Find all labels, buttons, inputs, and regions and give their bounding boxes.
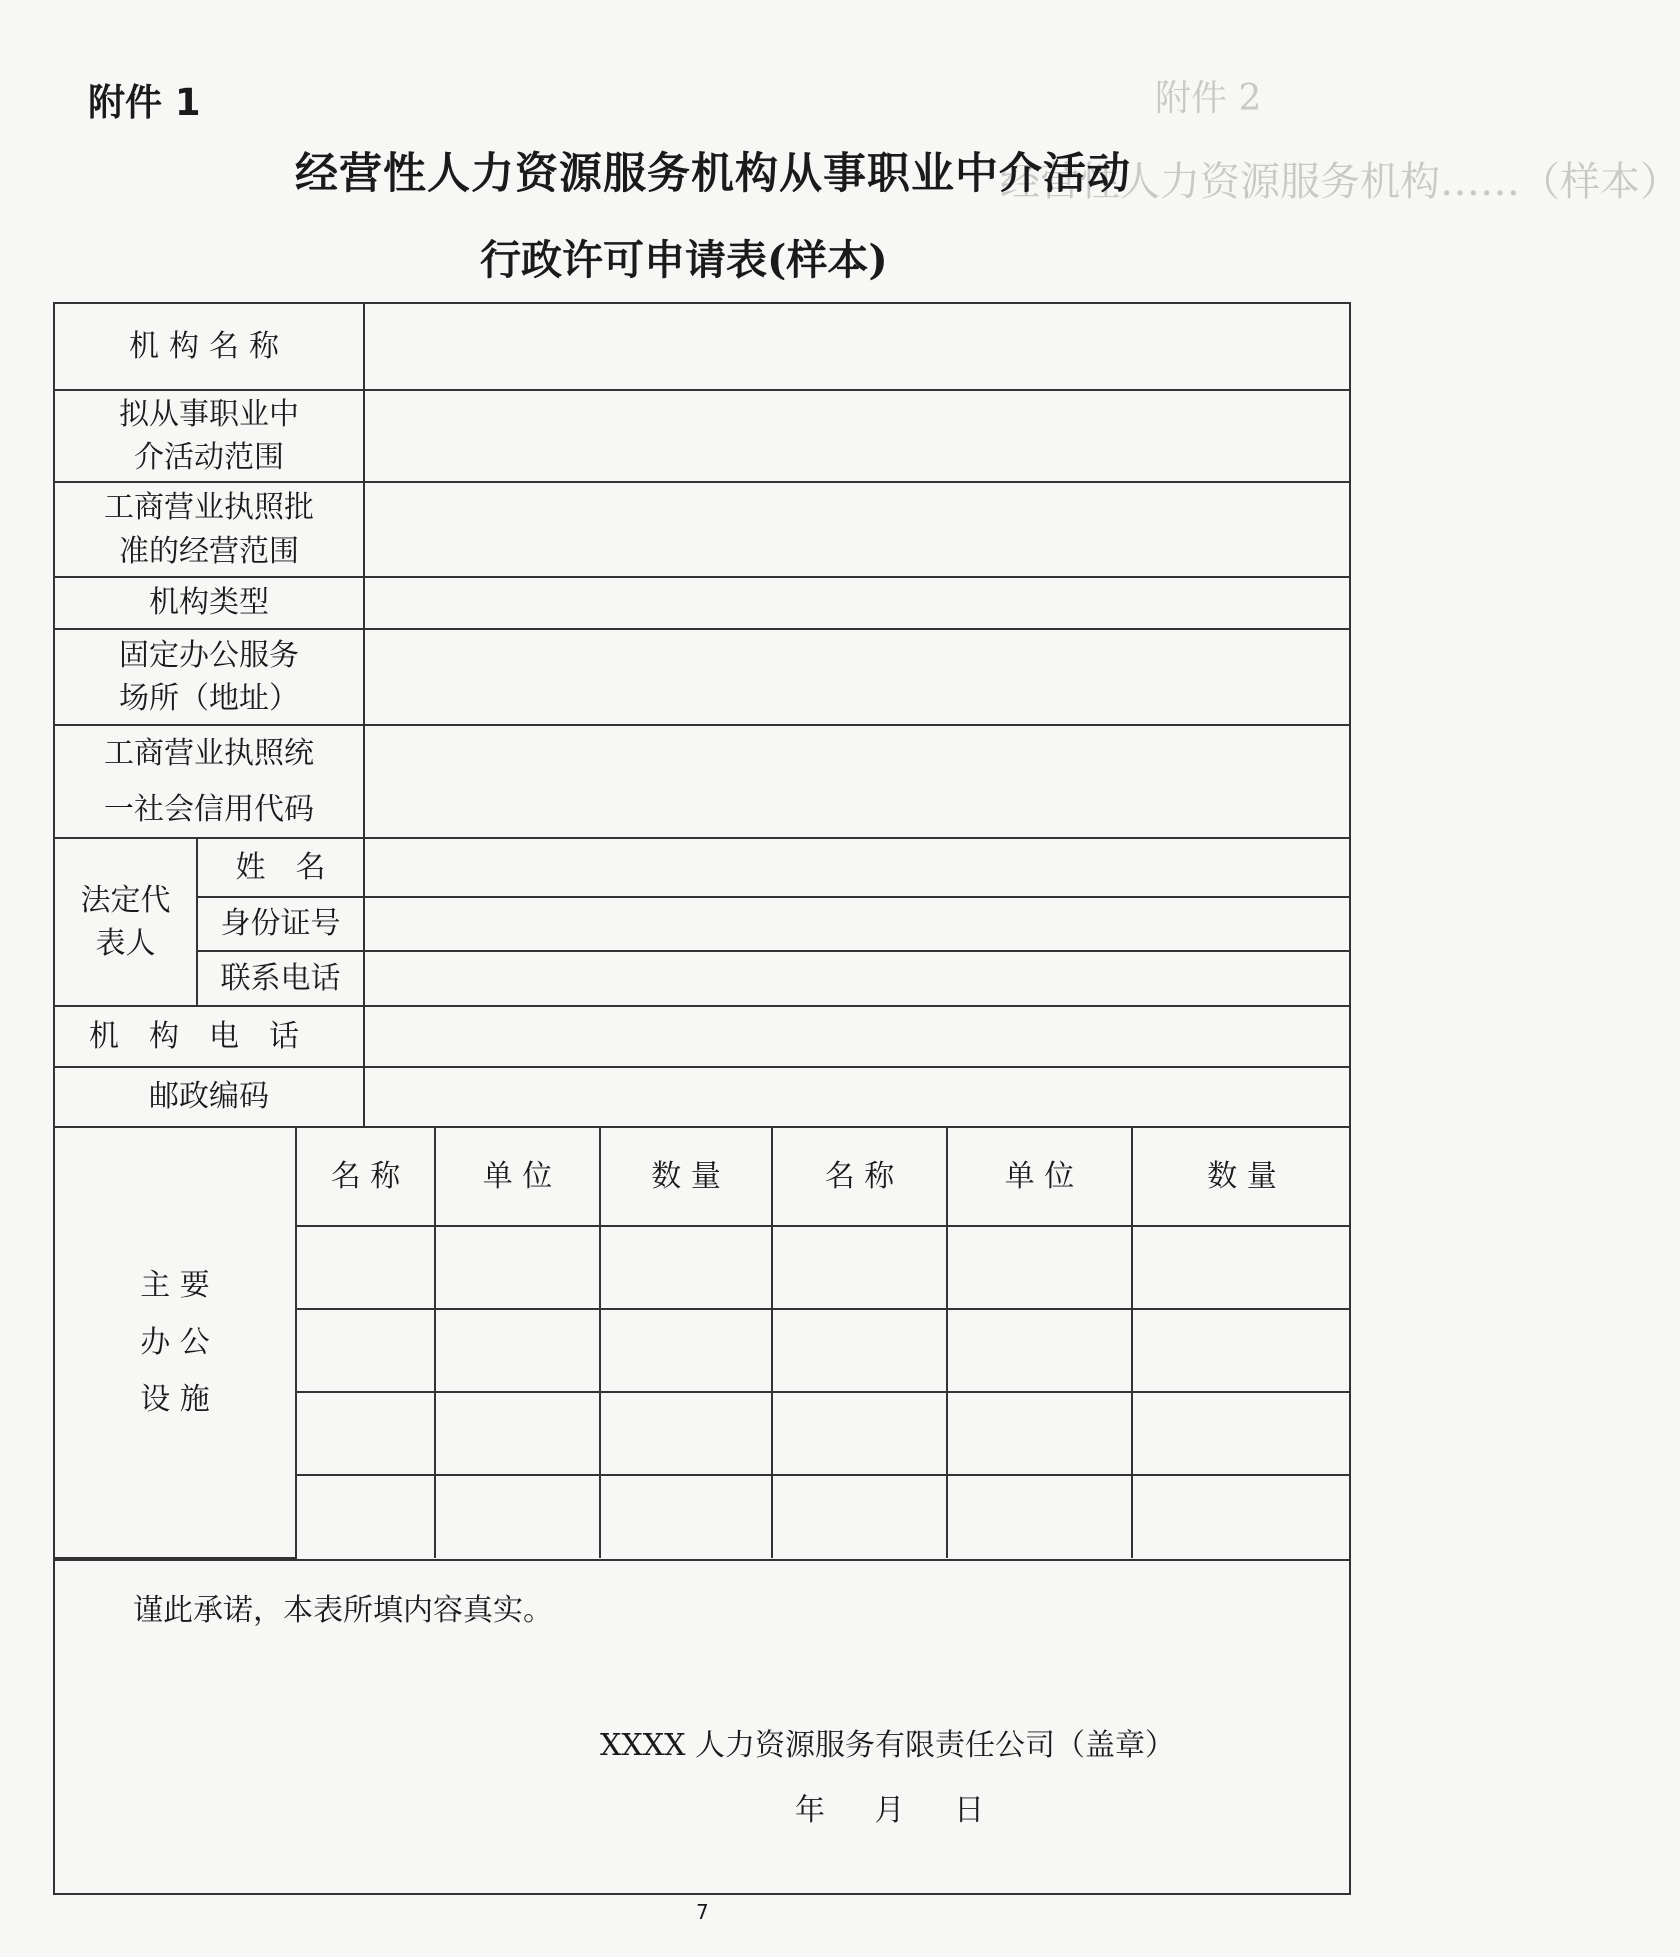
postcode-label: 邮政编码 xyxy=(54,1067,364,1127)
scope-label xyxy=(54,390,364,482)
address-label-line2: 场所（地址） xyxy=(119,681,299,716)
facility-cell[interactable] xyxy=(772,1475,947,1558)
col-header-qty: 数 量 xyxy=(600,1128,772,1226)
credit-code-label xyxy=(54,725,364,838)
date-line: 年 月 日 xyxy=(795,1793,985,1828)
facilities-label-line2: 办 公 xyxy=(140,1325,210,1360)
legal-rep-label-line2: 表人 xyxy=(95,926,156,961)
legal-rep-label xyxy=(54,838,197,1006)
facility-cell[interactable] xyxy=(435,1226,600,1309)
facility-cell[interactable] xyxy=(947,1392,1132,1475)
facility-cell[interactable] xyxy=(296,1309,435,1392)
org-type-field[interactable] xyxy=(364,577,1350,629)
rep-id-label: 身份证号 xyxy=(197,897,364,951)
facility-cell[interactable] xyxy=(1132,1475,1351,1558)
address-label-line1: 固定办公服务 xyxy=(119,637,299,673)
facility-cell[interactable] xyxy=(600,1309,772,1392)
license-scope-label xyxy=(54,482,364,577)
address-field[interactable] xyxy=(364,629,1350,725)
facility-cell[interactable] xyxy=(435,1309,600,1392)
credit-code-label-line2: 一社会信用代码 xyxy=(104,791,314,827)
facility-cell[interactable] xyxy=(772,1226,947,1309)
license-scope-field[interactable] xyxy=(364,482,1350,577)
credit-code-field[interactable] xyxy=(364,725,1350,838)
org-name-label: 机构名称 xyxy=(54,303,364,390)
facility-cell[interactable] xyxy=(1132,1392,1351,1475)
rep-name-field[interactable] xyxy=(364,838,1350,897)
address-label xyxy=(54,629,364,725)
col-header-name: 名 称 xyxy=(296,1128,435,1226)
facility-cell[interactable] xyxy=(772,1309,947,1392)
page-title: 经营性人力资源服务机构从事职业中介活动 xyxy=(295,149,1131,199)
rep-id-field[interactable] xyxy=(364,897,1350,951)
facilities-label-line3: 设 施 xyxy=(140,1382,210,1417)
ghost-attachment: 附件 2 xyxy=(1155,78,1262,119)
facility-cell[interactable] xyxy=(772,1392,947,1475)
scope-label-line2: 介活动范围 xyxy=(134,440,284,475)
col-header-unit: 单 位 xyxy=(947,1128,1132,1226)
license-scope-label-line1: 工商营业执照批 xyxy=(104,490,314,525)
facility-cell[interactable] xyxy=(435,1392,600,1475)
postcode-field[interactable] xyxy=(364,1067,1350,1127)
facilities-label xyxy=(55,1128,296,1558)
rep-phone-label: 联系电话 xyxy=(197,951,364,1006)
scope-label-line1: 拟从事职业中 xyxy=(119,396,299,432)
col-header-unit: 单 位 xyxy=(435,1128,600,1226)
company-seal-line: XXXX 人力资源服务有限责任公司（盖章） xyxy=(600,1728,1175,1763)
org-phone-field[interactable] xyxy=(364,1006,1350,1067)
facility-cell[interactable] xyxy=(1132,1309,1351,1392)
legal-rep-label-line1: 法定代 xyxy=(80,882,171,918)
rep-name-label: 姓 名 xyxy=(197,838,364,897)
facility-cell[interactable] xyxy=(600,1226,772,1309)
facilities-label-line1: 主 要 xyxy=(140,1268,210,1303)
facility-cell[interactable] xyxy=(435,1475,600,1558)
org-name-field[interactable] xyxy=(364,303,1350,390)
facility-cell[interactable] xyxy=(947,1475,1132,1558)
facility-cell[interactable] xyxy=(296,1392,435,1475)
facility-cell[interactable] xyxy=(947,1309,1132,1392)
license-scope-label-line2: 准的经营范围 xyxy=(119,533,299,569)
org-type-label: 机构类型 xyxy=(54,577,364,629)
commitment-section xyxy=(54,1560,1350,1894)
facility-cell[interactable] xyxy=(1132,1226,1351,1309)
application-form xyxy=(53,302,1351,1895)
facilities-section xyxy=(54,1127,1350,1560)
col-header-name: 名 称 xyxy=(772,1128,947,1226)
facility-cell[interactable] xyxy=(296,1226,435,1309)
facility-cell[interactable] xyxy=(296,1475,435,1558)
page-subtitle: 行政许可申请表(样本) xyxy=(480,236,888,284)
facility-cell[interactable] xyxy=(600,1475,772,1558)
facilities-table xyxy=(55,1128,1351,1559)
attachment-label: 附件 1 xyxy=(88,81,201,124)
pledge-text: 谨此承诺，本表所填内容真实。 xyxy=(133,1593,553,1628)
facility-cell[interactable] xyxy=(947,1226,1132,1309)
facility-cell[interactable] xyxy=(600,1392,772,1475)
ghost-title: 经营性人力资源服务机构……（样本） xyxy=(1000,159,1680,205)
org-phone-label: 机构电话 xyxy=(54,1006,364,1067)
rep-phone-field[interactable] xyxy=(364,951,1350,1006)
col-header-qty: 数 量 xyxy=(1132,1128,1351,1226)
credit-code-label-line1: 工商营业执照统 xyxy=(104,736,314,771)
scope-field[interactable] xyxy=(364,390,1350,482)
page-number: 7 xyxy=(696,1900,709,1924)
